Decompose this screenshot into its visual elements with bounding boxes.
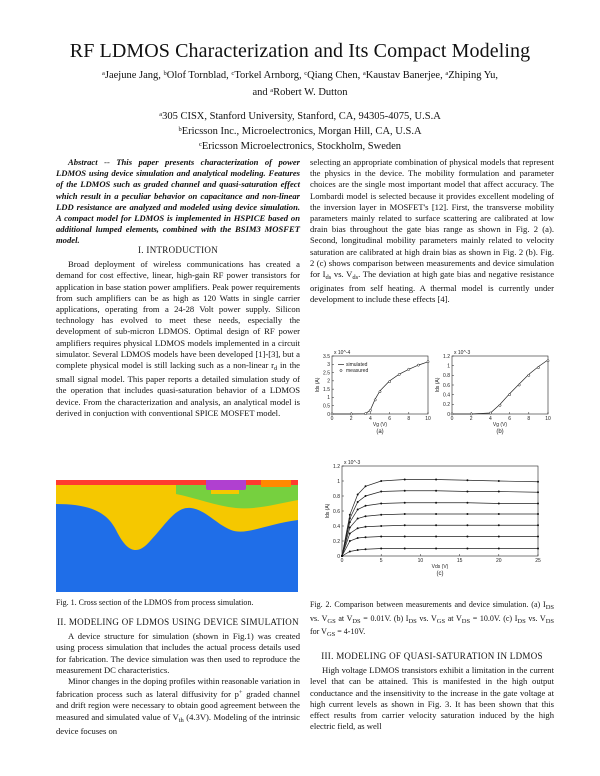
x-tick-label: 10 xyxy=(545,416,551,422)
fig2-cap-g: = 10.0V. (c) I xyxy=(470,613,518,623)
fig2-cap-j: = 4-10V. xyxy=(335,627,366,636)
fig1-drain-contact xyxy=(261,480,291,487)
data-point xyxy=(498,491,500,493)
y-tick-label: 0.6 xyxy=(333,508,340,515)
data-point xyxy=(537,503,539,505)
panel-label: (c) xyxy=(436,571,444,577)
data-point xyxy=(349,540,351,542)
y-tick-label: 0.5 xyxy=(323,403,330,410)
series-line xyxy=(342,491,538,556)
fig2b-chart xyxy=(432,348,554,436)
y-tick-label: 0.4 xyxy=(333,523,340,530)
x-tick-label: 10 xyxy=(425,416,431,422)
modeling-paragraph-2 xyxy=(56,676,300,737)
series-line xyxy=(342,503,538,556)
y-tick-label: 0 xyxy=(327,411,330,418)
x-tick-label: 4 xyxy=(369,416,372,422)
fig2-cap-a: Fig. 2. Comparison between measurements and device simulation. (a) I xyxy=(310,600,546,609)
fig2-cap-i: for V xyxy=(310,627,327,636)
modeling-text-c: (4.3V). Modeling of the intrinsic device focuses on xyxy=(56,711,300,736)
fig2-cap-e: vs. V xyxy=(416,613,437,623)
y-tick-label: 2.5 xyxy=(323,370,330,377)
data-point xyxy=(408,368,410,370)
data-point xyxy=(357,527,359,529)
right-column-text xyxy=(310,157,554,306)
data-point xyxy=(435,479,437,481)
data-point xyxy=(498,513,500,515)
author-name: Torkel Arnborg, xyxy=(234,70,305,81)
data-point xyxy=(357,518,359,520)
section-heading-quasi-saturation: III. MODELING OF QUASI-SATURATION IN LDMOS xyxy=(321,651,543,661)
author-affil-mark: a xyxy=(362,70,366,77)
data-point xyxy=(404,490,406,492)
data-point xyxy=(537,548,539,550)
x-tick-label: 5 xyxy=(379,558,383,564)
affiliation-mark: b xyxy=(178,126,182,133)
data-point xyxy=(365,515,367,517)
y-tick-label: 0.2 xyxy=(333,538,340,545)
data-point xyxy=(537,524,539,526)
author-name: Robert W. Dutton xyxy=(273,87,348,98)
data-point xyxy=(349,521,351,523)
data-point xyxy=(435,513,437,515)
fig2-cap-sub: DS xyxy=(352,617,361,625)
fig1-gate xyxy=(206,480,246,490)
data-point xyxy=(380,503,382,505)
x-tick-label: 8 xyxy=(527,416,531,422)
data-point xyxy=(365,495,367,497)
data-point xyxy=(499,404,501,406)
data-point xyxy=(435,548,437,550)
right-sub-2: ds xyxy=(352,274,359,282)
right-text-c: . The deviation at high gate bias and negative resistance originates from self heating. A thermal model is currently under development to include these effects [4]. xyxy=(310,269,555,305)
data-point xyxy=(509,394,511,396)
data-point xyxy=(537,481,539,483)
author-affil-mark: c xyxy=(231,70,235,77)
series-line xyxy=(342,549,538,557)
x-tick-label: 25 xyxy=(535,558,541,564)
data-point xyxy=(404,536,406,538)
data-point xyxy=(427,361,429,363)
x-tick-label: 0 xyxy=(450,416,454,422)
data-point xyxy=(380,536,382,538)
x-tick-label: 0 xyxy=(330,416,334,422)
data-point xyxy=(466,524,468,526)
data-point xyxy=(547,360,549,362)
fig2-cap-sub: GS xyxy=(326,631,336,638)
data-point xyxy=(349,527,351,529)
abstract-text: -- This paper presents characterization of power LDMOS using device simulation and analytical modeling. Features of the LDMOS such as graded channel and quasi-saturation effect which result in a peculiar behavior on capacitance and non-linear LDD resistance are analyzed and modeled using device simulation. A compact model for LDMOS is implemented in HSPICE based on additional lumped elements, combined with the BSIM3 MOSFET model. xyxy=(56,157,300,246)
y-tick-label: 1 xyxy=(447,363,450,370)
fig2-cap-f: at V xyxy=(445,613,462,623)
y-axis-label: Ids (A) xyxy=(435,377,441,393)
y-tick-label: 0.6 xyxy=(443,382,450,389)
right-text-a: selecting an appropriate combination of physical models that represent the physics in the device. The mobility formulation and parameter choices are the single most important model that affect accuracy. The Lombardi model is selected because it provides excellent modeling of the inversion layer in MOSFET's [12]. First, the transverse mobility parameters mainly related to surface scattering are calibrated at low drain bias throughout the gate bias range as shown in Fig. 2 (a). Second, longitudinal mobility parameters mainly related to velocity saturation are calibrated at high drain bias as shown in Fig. 2 (b). Fig. 2 (c) shows comparison between measurements and device simulation for I xyxy=(310,157,554,280)
data-point xyxy=(349,518,351,520)
data-point xyxy=(341,555,343,557)
data-point xyxy=(365,548,367,550)
y-tick-label: 0.8 xyxy=(443,373,450,380)
x-axis-label: Vg (V) xyxy=(492,422,508,428)
affiliation-list xyxy=(60,108,540,153)
data-point xyxy=(466,479,468,481)
fig1-gate-oxide xyxy=(211,490,239,494)
y-axis-label: Ids (A) xyxy=(325,503,331,519)
fig2-caption xyxy=(310,600,554,641)
data-point xyxy=(498,503,500,505)
data-point xyxy=(365,526,367,528)
data-point xyxy=(470,413,472,415)
x-tick-label: 0 xyxy=(340,558,344,564)
fig2-cap-sub: DS xyxy=(517,617,526,625)
right-paragraph-1 xyxy=(310,157,554,306)
y-axis-label: Ids (A) xyxy=(315,377,321,393)
x-tick-label: 20 xyxy=(496,558,502,564)
modeling-section xyxy=(56,612,300,737)
data-point xyxy=(466,491,468,493)
y-tick-label: 0.8 xyxy=(333,493,340,500)
data-point xyxy=(451,413,453,415)
fig2-cap-h: vs. V xyxy=(525,613,546,623)
fig2-cap-sub: GS xyxy=(436,617,446,625)
legend-label: measured xyxy=(346,368,369,374)
author-affil-mark: a xyxy=(445,70,449,77)
data-point xyxy=(466,513,468,515)
data-point xyxy=(365,505,367,507)
data-point xyxy=(357,549,359,551)
quasi-saturation-section xyxy=(310,646,554,732)
data-point xyxy=(365,485,367,487)
panel-label: (a) xyxy=(376,429,384,435)
modeling-text-b: graded channel and drift region were necessary to obtain good agreement between the measured and simulated value of V xyxy=(56,689,300,722)
y-tick-label: 1.5 xyxy=(323,386,330,393)
abstract-label: Abstract xyxy=(68,157,98,167)
data-point xyxy=(380,514,382,516)
data-point xyxy=(357,509,359,511)
data-point xyxy=(404,479,406,481)
y-tick-label: 1 xyxy=(337,478,340,485)
intro-text-a: Broad deployment of wireless communications has created a demand for cost effective, linear, high-gain RF power transistors for application in base station power amplifiers. Peak power requirements from such amplifiers can be as high as 120 Watts in single carrier applications, operating from a 24-28 Volt power supply. Silicon technology has evolved to meet these needs, especially the development of sub-micron LDMOS. Optimal design of RF power amplifiers requires physical LDMOS models implemented in a circuit simulator. Several LDMOS models have been developed [1]-[3], but a complete physical model is still lacking such as a non-linear r xyxy=(56,259,300,371)
x-tick-label: 6 xyxy=(508,416,511,422)
data-point xyxy=(379,391,381,393)
introduction-section xyxy=(56,240,300,419)
fig2-cap-sub: DS xyxy=(461,617,471,625)
author-affil-mark: a xyxy=(270,87,274,94)
y-tick-label: 3 xyxy=(327,362,330,369)
data-point xyxy=(498,524,500,526)
series-line xyxy=(342,537,538,557)
x-tick-label: 8 xyxy=(407,416,411,422)
data-point xyxy=(498,536,500,538)
data-point xyxy=(537,367,539,369)
modeling-text-a: Minor changes in the doping profiles within reasonable variation in fabrication process such as lateral diffusivity for p xyxy=(56,676,300,700)
affiliation-text: Ericsson Inc., Microelectronics, Morgan Hill, CA, U.S.A xyxy=(181,126,422,137)
x-tick-label: 4 xyxy=(489,416,492,422)
x-tick-label: 10 xyxy=(417,558,424,564)
author-name: Zhiping Yu, xyxy=(448,70,498,81)
authors-and: and xyxy=(252,87,271,98)
data-point xyxy=(380,480,382,482)
data-point xyxy=(331,413,333,415)
panel-label: (b) xyxy=(496,429,504,435)
series-line xyxy=(342,514,538,556)
data-point xyxy=(369,409,371,411)
right-text-b: vs. V xyxy=(331,269,353,280)
section-heading-introduction: I. INTRODUCTION xyxy=(138,245,218,255)
data-point xyxy=(357,494,359,496)
data-point xyxy=(435,524,437,526)
data-point xyxy=(466,502,468,504)
quasi-paragraph: High voltage LDMOS transistors exhibit a limitation in the current level that can be attained. This is manifested in the high output conductance and the insensitivity to the increase in the gate voltage at high current levels as shown in Fig. 3. It has been shown that this effect results from carrier velocity saturation induced by the high electric field, as well xyxy=(310,665,554,732)
y-tick-label: 2 xyxy=(327,378,330,385)
data-point xyxy=(380,548,382,550)
author-name: Qiang Chen, xyxy=(307,70,363,81)
data-point xyxy=(435,490,437,492)
paper-title: RF LDMOS Characterization and Its Compact Modeling xyxy=(69,40,531,62)
authors-line-2 xyxy=(60,83,540,100)
author-name: Kaustav Banerjee, xyxy=(365,70,446,81)
fig2a-chart xyxy=(312,348,434,436)
modeling-sub: th xyxy=(178,716,184,724)
modeling-paragraph-1: A device structure for simulation (shown in Fig.1) was created using process simulation that includes the actual process details used for fabrication. The device simulation was then used to reproduce the measurement DC characteristics. xyxy=(56,631,300,675)
data-point xyxy=(498,480,500,482)
x-axis-label: Vg (V) xyxy=(372,422,388,428)
data-point xyxy=(489,412,491,414)
x-tick-label: 6 xyxy=(388,416,391,422)
data-point xyxy=(498,548,500,550)
data-point xyxy=(435,502,437,504)
author-affil-mark: c xyxy=(304,70,308,77)
x-axis-label: Vds (V) xyxy=(431,564,449,570)
abstract xyxy=(56,157,300,247)
right-sub-1: ds xyxy=(325,274,332,282)
affiliation-text: 305 CISX, Stanford University, Stanford, CA, 94305-4075, U.S.A xyxy=(162,111,441,122)
data-point xyxy=(349,551,351,553)
modeling-sup: + xyxy=(238,689,243,697)
data-point xyxy=(528,374,530,376)
data-point xyxy=(380,491,382,493)
author-name: Jaejune Jang, xyxy=(104,70,164,81)
data-point xyxy=(365,413,367,415)
y-tick-label: 0 xyxy=(447,411,450,418)
fig2-cap-sub: GS xyxy=(327,617,336,625)
y-tick-label: 1.2 xyxy=(443,353,450,360)
x-tick-label: 2 xyxy=(349,416,353,422)
affiliation xyxy=(60,108,540,123)
fig2-cap-sub: DS xyxy=(545,604,554,611)
data-point xyxy=(466,536,468,538)
data-point xyxy=(349,533,351,535)
intro-paragraph xyxy=(56,259,300,419)
author-name: Olof Tornblad, xyxy=(166,70,232,81)
author-list xyxy=(60,66,540,100)
affiliation xyxy=(60,138,540,153)
author-affil-mark: a xyxy=(101,70,105,77)
data-point xyxy=(537,513,539,515)
data-point xyxy=(404,513,406,515)
intro-sub: d xyxy=(274,365,278,373)
x-tick-label: 2 xyxy=(469,416,473,422)
fig2-cap-sub: DS xyxy=(545,617,555,625)
series-line xyxy=(342,525,538,556)
fig2-cap-d: = 0.01V. (b) I xyxy=(360,613,409,623)
data-point xyxy=(350,413,352,415)
fig2-cap-c: at V xyxy=(335,613,353,623)
authors-line-1 xyxy=(60,66,540,83)
legend-label: simulated xyxy=(346,362,368,368)
affiliation-text: Ericsson Microelectronics, Stockholm, Sweden xyxy=(201,141,402,152)
x-tick-label: 15 xyxy=(456,558,463,564)
section-heading-modeling: II. MODELING OF LDMOS USING DEVICE SIMULATION xyxy=(57,617,299,627)
data-point xyxy=(357,537,359,539)
affiliation-mark: c xyxy=(198,141,202,148)
data-point xyxy=(466,548,468,550)
intro-text-b: in the small signal model. This paper reports a detailed simulation study of the operation that includes quasi-saturation behavior of a LDMOS device. From the characterization and analysis, an analytical model is derived in conjuction with conventional SPICE MOSFET model. xyxy=(56,360,300,418)
y-tick-label: 0 xyxy=(337,553,340,560)
data-point xyxy=(417,364,419,366)
data-point xyxy=(365,536,367,538)
fig1-cross-section xyxy=(56,480,298,592)
data-point xyxy=(349,514,351,516)
fig2-cap-sub: DS xyxy=(408,617,417,625)
y-tick-label: 0.2 xyxy=(443,402,450,409)
data-point xyxy=(404,502,406,504)
affiliation-mark: a xyxy=(159,111,163,118)
y-scale-label: x 10^-4 xyxy=(334,350,351,356)
affiliation xyxy=(60,123,540,138)
author-affil-mark: b xyxy=(163,70,167,77)
data-point xyxy=(398,373,400,375)
data-point xyxy=(389,381,391,383)
data-point xyxy=(404,524,406,526)
data-point xyxy=(357,501,359,503)
y-tick-label: 1.2 xyxy=(333,463,340,470)
data-point xyxy=(537,491,539,493)
y-scale-label: x 10^-3 xyxy=(344,460,361,466)
data-point xyxy=(374,399,376,401)
legend-swatch xyxy=(340,369,342,371)
y-tick-label: 3.5 xyxy=(323,353,330,360)
data-point xyxy=(537,536,539,538)
y-tick-label: 0.4 xyxy=(443,392,450,399)
y-scale-label: x 10^-3 xyxy=(454,350,471,356)
fig1-caption: Fig. 1. Cross section of the LDMOS from process simulation. xyxy=(56,598,254,607)
data-point xyxy=(518,384,520,386)
data-point xyxy=(380,525,382,527)
y-tick-label: 1 xyxy=(327,395,330,402)
data-point xyxy=(404,548,406,550)
fig2-cap-b: vs. V xyxy=(310,613,328,623)
data-point xyxy=(435,536,437,538)
fig2c-chart xyxy=(318,458,548,580)
